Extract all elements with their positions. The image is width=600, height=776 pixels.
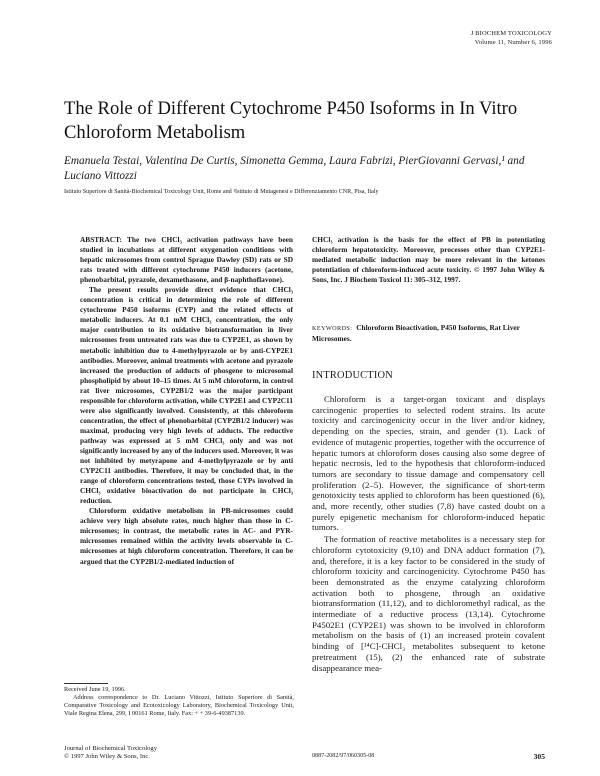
abstract-continuation	[312, 235, 545, 285]
keywords	[312, 323, 545, 344]
keywords-label: KEYWORDS:	[312, 325, 353, 332]
paper-authors: Emanuela Testai, Valentina De Curtis, Simonetta Gemma, Laura Fabrizi, PierGiovanni Gervasi,¹ and Luciano Vittozzi	[64, 155, 525, 183]
keywords-text: Chloroform Bioactivation, P450 Isoforms, Rat Liver Microsomes.	[312, 323, 520, 344]
introduction-body	[312, 394, 545, 673]
footnote-divider	[64, 683, 108, 684]
abstract-paragraph: CHCl₃ activation is the basis for the effect of PB in potentiating chloroform hepatotoxicity. Moreover, processes other than CYP2E1-mediated metabolic induction may be more relevant in the ketones potentiation of chloroform-induced acute toxicity. © 1997 John Wiley & Sons, Inc. J Biochem Toxicol 11: 305–312, 1997.	[312, 235, 545, 285]
journal-volume: Volume 11, Number 6, 1996	[474, 38, 552, 46]
footnotes	[64, 686, 294, 718]
paper-title: The Role of Different Cytochrome P450 Isoforms in In Vitro Chloroform Metabolism	[64, 98, 518, 143]
introduction-paragraph: The formation of reactive metabolites is a necessary step for chloroform cytotoxicity (9,10) and DNA adduct formation (7), and, therefore, it is a key factor to be considered in the study of chloroform toxicity and carcinogenicity. Cytochrome P450 has been demonstrated as the enzyme catalyzing chloroform activation both to phosgene, through an oxidative biotransformation (11,12), and to dichloromethyl radical, as the intermediate of a reductive process (13,14). Cytochrome P4502E1 (CYP2E1) was shown to be involved in chloroform metabolism on the basis of (1) an increased protein covalent binding of [¹⁴C]-CHCl₃ metabolites subsequent to ketone pretreatment (15), (2) the enhanced rate of substrate disappearance mea-	[312, 534, 545, 673]
paper-affiliation: Istituto Superiore di Sanità-Biochemical Toxicology Unit, Rome and ¹Istituto di Mutagenesi e Differenziamento CNR, Pisa, Italy	[64, 189, 379, 195]
section-heading-introduction: INTRODUCTION	[312, 370, 393, 381]
page-number: 305	[533, 752, 545, 761]
journal-name: J BIOCHEM TOXICOLOGY	[470, 30, 552, 37]
footnote-correspondence: Address correspondence to Dr. Luciano Vittozzi, Istituto Superiore di Sanità, Comparative Toxicology and Ecotoxicology Laboratory, Biochemical Toxicology Unit, Viale Regina Elena, 299, I 00161 Rome, Italy. Fax: + + 39-6-49387139.	[64, 694, 294, 718]
abstract-column	[80, 235, 293, 567]
footer-journal	[64, 745, 157, 762]
footnote-received: Received June 19, 1996.	[64, 686, 126, 693]
footer-copyright: © 1997 John Wiley & Sons, Inc.	[64, 753, 150, 761]
abstract-paragraph: Chloroform oxidative metabolism in PB-microsomes could achieve very high absolute rates, much higher than those in C-microsomes; in contrast, the metabolic rates in AC- and PYR-microsomes remained within the activity levels observable in C-microsomes at high chloroform concentration. Therefore, it can be argued that the CYP2B1/2-mediated induction of	[80, 506, 293, 566]
abstract-paragraph: ABSTRACT: The two CHCl₃ activation pathways have been studied in incubations at different oxygenation conditions with hepatic microsomes from control Sprague Dawley (SD) rats or SD rats treated with different cytochrome P450 inducers (acetone, phenobarbital, pyrazole, dexamethasone, and β-naphthoflavone).	[80, 235, 293, 285]
footer-journal-name: Journal of Biochemical Toxicology	[64, 745, 157, 752]
footer-code: 0887-2082/97/060305-08	[312, 753, 375, 759]
journal-header	[471, 30, 552, 47]
introduction-paragraph: Chloroform is a target-organ toxicant and displays carcinogenic properties to selected rodent strains. Its acute toxicity and carcinogenicity occur in the liver and/or kidney, depending on the species, strain, and gender (1). Lack of evidence of mutagenic properties, together with the occurrence of hepatic tumors at chloroform doses causing also some degree of hepatic necrosis, led to the hypothesis that chloroform-induced tumors are secondary to tissue damage and compensatory cell proliferation (2–5). However, the significance of short-term genotoxicity tests applied to chloroform has been questioned (6), and, more recently, other studies (7,8) have casted doubt on a purely epigenetic mechanism for chloroform-induced hepatic tumors.	[312, 394, 545, 533]
abstract-paragraph: The present results provide direct evidence that CHCl₃ concentration is critical in determining the role of different cytochrome P450 isoforms (CYP) and the related effects of metabolic inducers. At 0.1 mM CHCl₃ concentration, the only major contribution to its oxidative biotransformation in liver microsomes from untreated rats was due to CYP2E1, as shown by metabolic inhibition due to 4-methylpyrazole or by anti-CYP2E1 antibodies. Moreover, animal treatments with acetone and pyrazole increased the production of adducts of phosgene to microsomal phospholipid by about 10–15 times. At 5 mM chloroform, in control rat liver microsomes, CYP2B1/2 was the major participant responsible for chloroform activation, while CYP2E1 and CYP2C11 were also significantly involved. Consistently, at this chloroform concentration, the effect of phenobarbital (CYP2B1/2 inducer) was maximal, producing very high levels of adducts. The reductive pathway was expressed at 5 mM CHCl₃ only and was not significantly increased by any of the inducers used. Moreover, it was not inhibited by metyrapone and 4-methylpyrazole or by anti CYP2C11 antibodies. Therefore, it may be concluded that, in the range of chloroform concentrations tested, those CYPs involved in CHCl₃ oxidative bioactivation do not participate in CHCl₃ reduction.	[80, 285, 293, 506]
